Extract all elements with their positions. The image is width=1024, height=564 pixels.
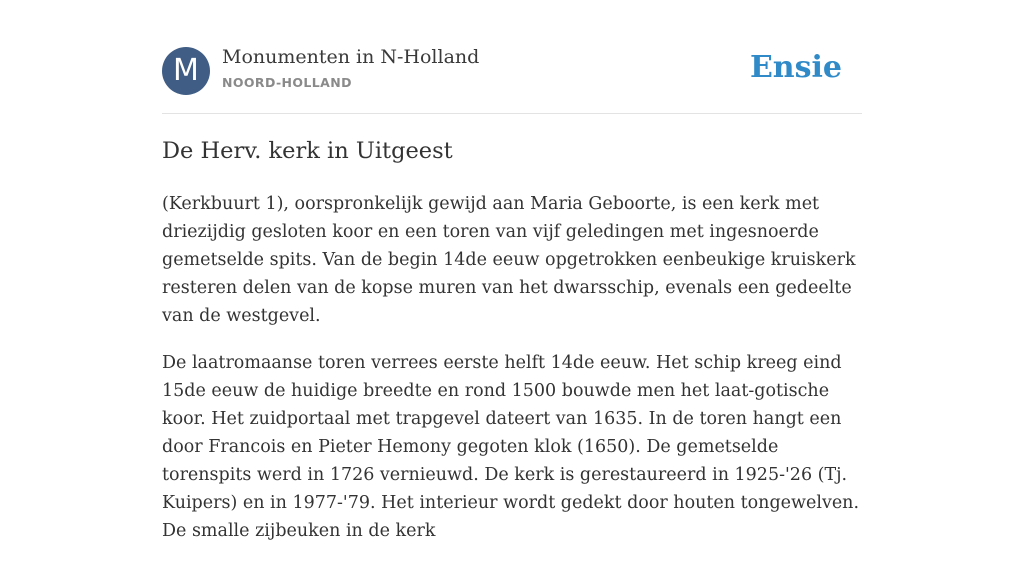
article-paragraph: (Kerkbuurt 1), oorspronkelijk gewijd aan Maria Geboorte, is een kerk met driezijdig gesloten koor en een toren van vijf geledingen met ingesnoerde gemetselde spits. Van de begin 14de eeuw opgetrokken eenbeukige kruiskerk resteren delen van de kopse muren van het dwarsschip, evenals een gedeelte van de westgevel. [162, 194, 856, 326]
brand-logo-link[interactable]: Ensie [749, 50, 842, 85]
article-title: De Herv. kerk in Uitgeest [162, 138, 453, 164]
avatar[interactable]: M [162, 47, 210, 95]
article-paragraph: De laatromaanse toren verrees eerste helft 14de eeuw. Het schip kreeg eind 15de eeuw de huidige breedte en rond 1500 bouwde men het laat-gotische koor. Het zuidportaal met trapgevel dateert van 1635. In de toren hangt een door Francois en Pieter Hemony gegoten klok (1650). De gemetselde torenspits werd in 1726 vernieuwd. De kerk is gerestaureerd in 1925-'26 (Tj. Kuipers) en in 1977-'79. Het interieur wordt gedekt door houten tongewelven. De smalle zijbeuken in de kerk [162, 353, 860, 541]
source-title-link[interactable]: Monumenten in N-Holland [222, 46, 480, 68]
source-region-label[interactable]: NOORD-HOLLAND [222, 75, 352, 90]
article-body [162, 190, 862, 564]
header-divider [162, 113, 862, 114]
source-header [162, 46, 862, 96]
